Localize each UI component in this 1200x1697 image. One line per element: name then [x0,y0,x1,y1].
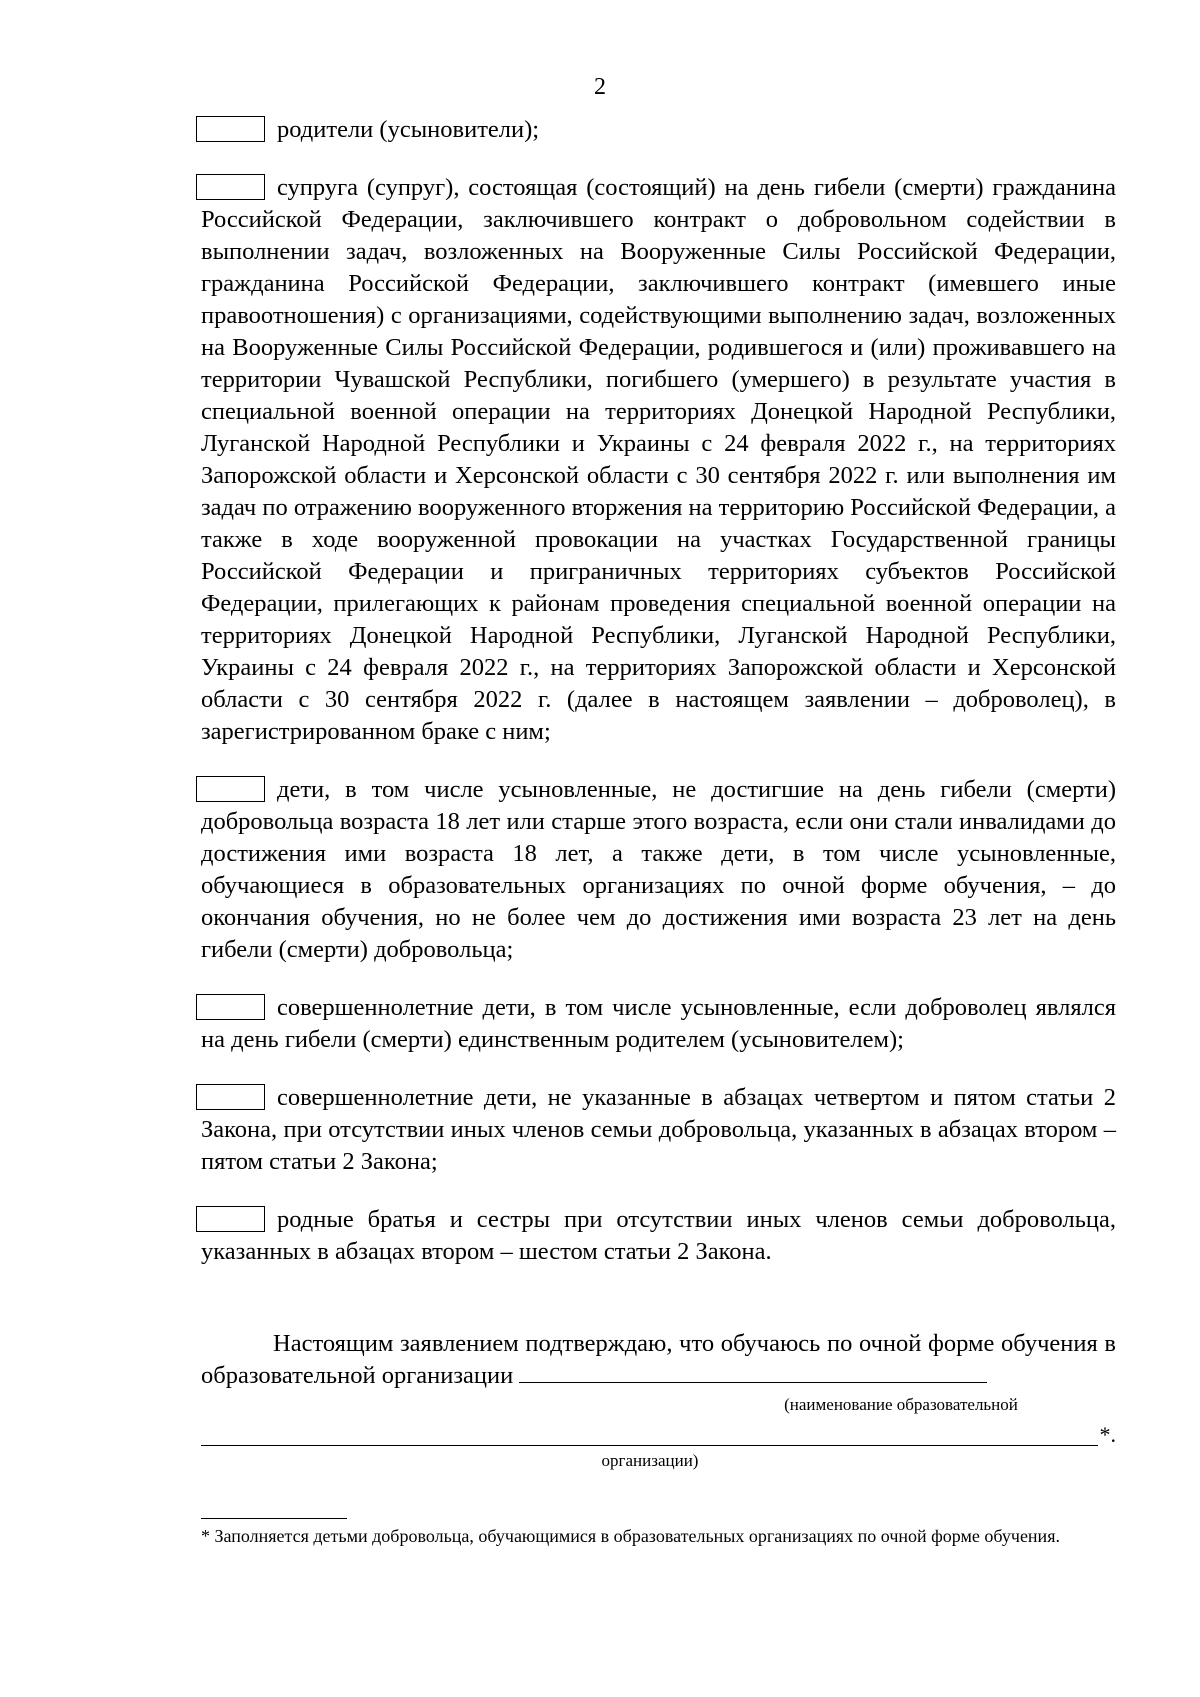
checkbox-spouse[interactable] [196,174,265,200]
footnote: * Заполняется детьми добровольца, обучающимися в образовательных организациях по очной форме обучения. [201,1526,1060,1546]
option-adult-children-single-parent [201,992,1116,1056]
checkbox-parents[interactable] [196,116,265,142]
option-children-text: дети, в том числе усыновленные, не достигшие на день гибели (смерти) добровольца возраста 18 лет или старше этого возраста, если они стали инвалидами до достижения ими возраста 18 лет, а также дети, в том числе усыновленные, обучающиеся в образовательных организациях по очной форме обучения, – до окончания обучения, но не более чем до достижения ими возраста 23 лет на день гибели (смерти) добровольца; [201,776,1116,963]
option-siblings-text: родные братья и сестры при отсутствии иных членов семьи добровольца, указанных в абзацах втором – шестом статьи 2 Закона. [201,1206,1116,1265]
option-adult-children-other [201,1082,1116,1178]
checkbox-siblings[interactable] [196,1206,265,1232]
institution-name-field-line2[interactable] [201,1419,1098,1446]
institution-caption-line2: организации) [601,1451,699,1470]
institution-caption-line1: (наименование образовательной [784,1395,1018,1414]
option-spouse-text: супруга (супруг), состоящая (состоящий) на день гибели (смерти) гражданина Российской Федерации, заключившего контракт о добровольном содействии в выполнении задач, возложенных на Вооруженные Силы Российской Федерации, гражданина Российской Федерации, заключившего контракт (имевшего иные правоотношения) с организациями, содействующими выполнению задач, возложенных на Вооруженные Силы Российской Федерации, родившегося и (или) проживавшего на территории Чувашской Республики, погибшего (умершего) в результате участия в специальной военной операции на территориях Донецкой Народной Республики, Луганской Народной Республики и Украины с 24 февраля 2022 г., на территориях Запорожской области и Херсонской области с 30 сентября 2022 г. или выполнения им задач по отражению вооруженного вторжения на территорию Российской Федерации, а также в ходе вооруженной провокации на участках Государственной границы Российской Федерации и приграничных территориях субъектов Российской Федерации, прилегающих к районам проведения специальной военной операции на территориях Донецкой Народной Республики, Луганской Народной Республики, Украины с 24 февраля 2022 г., на территориях Запорожской области и Херсонской области с 30 сентября 2022 г. (далее в настоящем заявлении – доброволец), в зарегистрированном браке с ним; [201,174,1116,745]
checkbox-adult-children-other[interactable] [196,1084,265,1110]
form-content [201,114,1116,1548]
confirmation-statement [201,1328,1116,1392]
option-siblings [201,1204,1116,1268]
footnote-asterisk: *. [1099,1422,1116,1447]
option-adult-children-single-parent-text: совершеннолетние дети, в том числе усыновленные, если доброволец являлся на день гибели (смерти) единственным родителем (усыновителем); [201,994,1116,1053]
option-children [201,774,1116,966]
institution-name-row2 [201,1416,1116,1446]
page-number: 2 [594,74,606,100]
checkbox-adult-children-single-parent[interactable] [196,994,265,1020]
option-parents [201,114,1116,146]
option-adult-children-other-text: совершеннолетние дети, не указанные в абзацах четвертом и пятом статьи 2 Закона, при отсутствии иных членов семьи добровольца, указанных в абзацах втором – пятом статьи 2 Закона; [201,1084,1116,1175]
confirmation-statement-text: Настоящим заявлением подтверждаю, что обучаюсь по очной форме обучения в образовательной организации [201,1330,1116,1389]
footnote-separator [201,1518,347,1519]
checkbox-children[interactable] [196,776,265,802]
option-parents-text: родители (усыновители); [277,116,540,143]
institution-name-field-line1[interactable] [519,1360,987,1383]
option-spouse [201,172,1116,748]
